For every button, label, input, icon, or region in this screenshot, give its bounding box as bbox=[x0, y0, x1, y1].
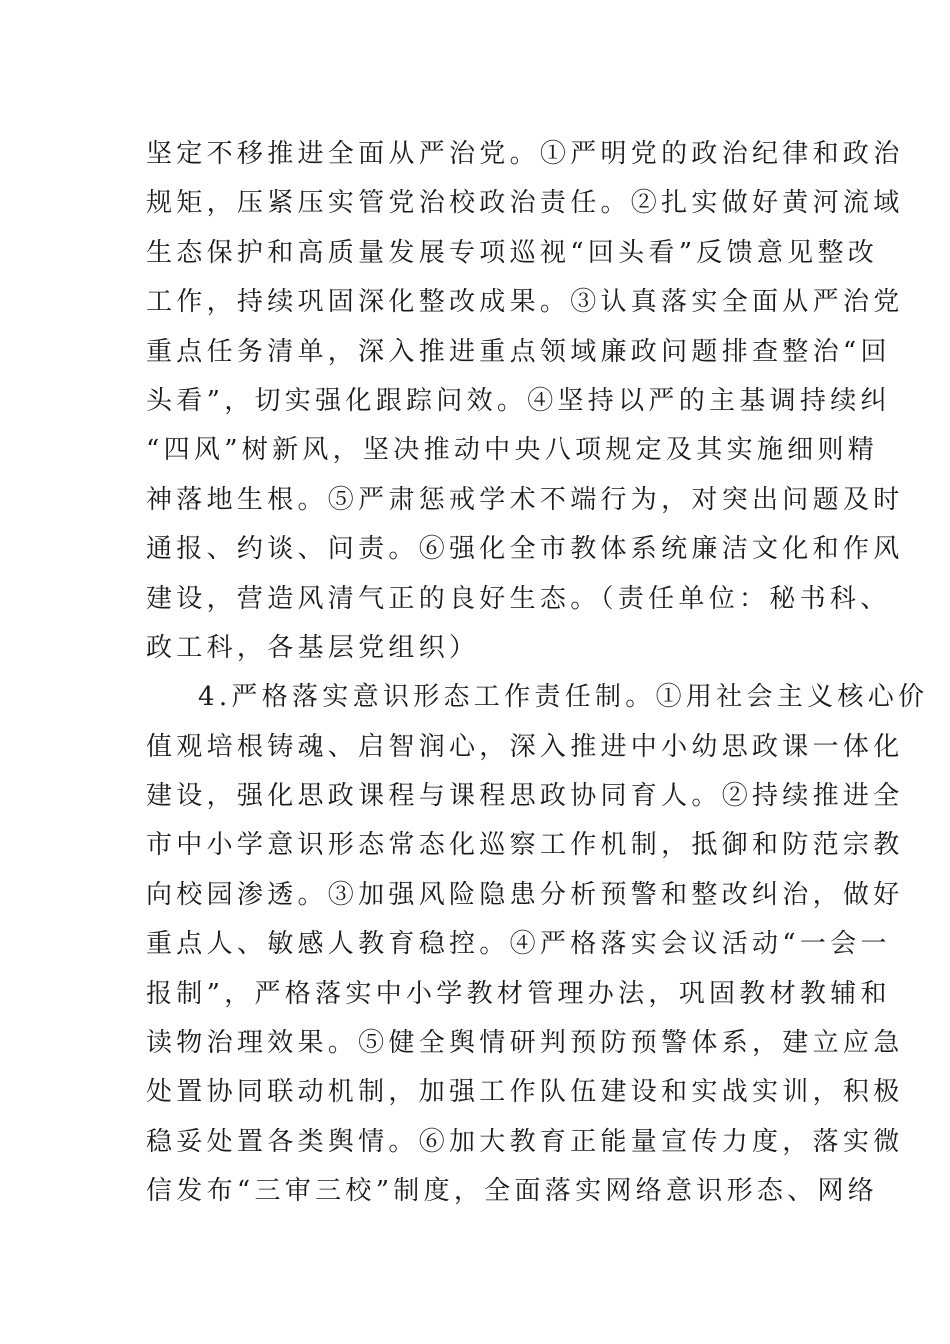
text-line: 向校园渗透。③加强风险隐患分析预警和整改纠治，做好 bbox=[146, 879, 904, 910]
text-line: 报制”，严格落实中小学教材管理办法，巩固教材教辅和 bbox=[146, 978, 891, 1009]
text-line: 神落地生根。⑤严肃惩戒学术不端行为，对突出问题及时 bbox=[146, 484, 904, 515]
text-line: 重点人、敏感人教育稳控。④严格落实会议活动“一会一 bbox=[146, 929, 891, 960]
text-line: 政工科，各基层党组织） bbox=[146, 632, 480, 663]
section-4-heading-line: 4.严格落实意识形态工作责任制。①用社会主义核心价 bbox=[198, 682, 929, 713]
text-line: 重点任务清单，深入推进重点领域廉政问题排查整治“回 bbox=[146, 336, 891, 367]
text-line: 读物治理效果。⑤健全舆情研判预防预警体系，建立应急 bbox=[146, 1028, 904, 1059]
text-line: 稳妥处置各类舆情。⑥加大教育正能量宣传力度，落实微 bbox=[146, 1126, 904, 1157]
text-line: 建设，营造风清气正的良好生态。（责任单位：秘书科、 bbox=[146, 583, 891, 614]
text-line: 规矩，压紧压实管党治校政治责任。②扎实做好黄河流域 bbox=[146, 188, 904, 219]
text-line: 工作，持续巩固深化整改成果。③认真落实全面从严治党 bbox=[146, 287, 904, 318]
text-line: 值观培根铸魂、启智润心，深入推进中小幼思政课一体化 bbox=[146, 731, 904, 762]
text-line: 市中小学意识形态常态化巡察工作机制，抵御和防范宗教 bbox=[146, 830, 904, 861]
text-line: 头看”，切实强化跟踪问效。④坚持以严的主基调持续纠 bbox=[146, 385, 891, 416]
text-line: 生态保护和高质量发展专项巡视“回头看”反馈意见整改 bbox=[146, 237, 879, 268]
text-line: 坚定不移推进全面从严治党。①严明党的政治纪律和政治 bbox=[146, 139, 904, 169]
text-line: “四风”树新风，坚决推动中央八项规定及其实施细则精 bbox=[146, 435, 879, 466]
text-line: 信发布“三审三校”制度，全面落实网络意识形态、网络 bbox=[146, 1176, 879, 1207]
text-line: 处置协同联动机制，加强工作队伍建设和实战实训，积极 bbox=[146, 1077, 904, 1108]
text-line: 建设，强化思政课程与课程思政协同育人。②持续推进全 bbox=[146, 781, 904, 812]
body-text bbox=[146, 130, 929, 1217]
text-line: 通报、约谈、问责。⑥强化全市教体系统廉洁文化和作风 bbox=[146, 534, 904, 565]
